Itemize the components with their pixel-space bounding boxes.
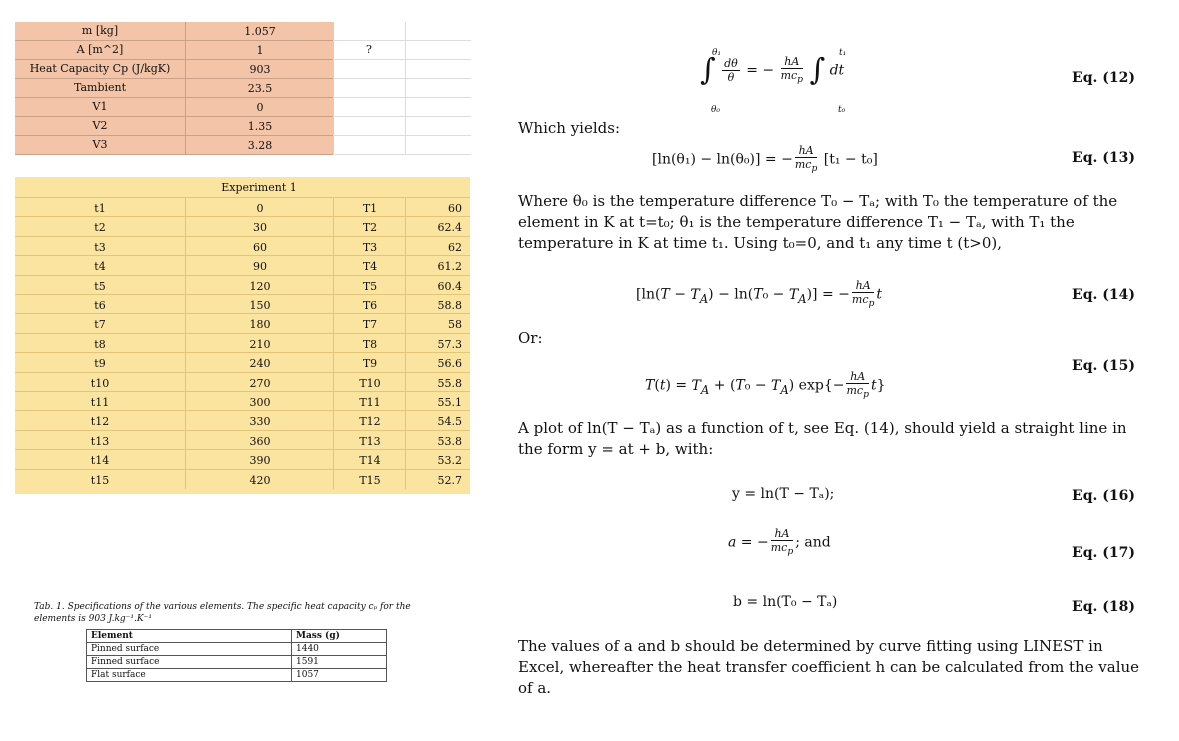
- time-value: 30: [185, 217, 334, 236]
- empty-cell: [405, 60, 471, 79]
- element-mass: 1057: [292, 669, 387, 682]
- empty-cell: [405, 41, 471, 60]
- limit-t0: t₀: [838, 105, 846, 115]
- param-value: 23.5: [185, 79, 334, 98]
- empty-cell: [405, 79, 471, 98]
- eq12-label: Eq. (12): [1072, 70, 1135, 86]
- time-value: 420: [185, 470, 334, 489]
- table-row: [15, 294, 470, 314]
- eq14-label: Eq. (14): [1072, 287, 1135, 303]
- equation-14: $[\ln(T - T_A) - \ln(T_0 - T_A)]$ = − $\frac{hA}{mc_p}$ t: [636, 279, 882, 310]
- element-name: Pinned surface: [87, 643, 292, 656]
- param-label: Heat Capacity Cp (J/kgK): [15, 60, 185, 79]
- temp-label: T1: [333, 198, 406, 217]
- time-label: t10: [90, 376, 110, 390]
- param-row: [15, 136, 470, 154]
- param-label: Tambient: [15, 79, 185, 98]
- eq17-label: Eq. (17): [1072, 545, 1135, 561]
- table-row: [15, 255, 470, 275]
- temp-value: 57.3: [405, 334, 470, 353]
- temp-value: 62: [405, 237, 470, 256]
- equation-17: a = − $\frac{hA}{mc_p}$ ; and: [728, 527, 831, 558]
- table-header-row: [87, 630, 387, 643]
- header-mass: Mass (g): [292, 630, 387, 643]
- temp-label: T7: [333, 314, 406, 333]
- time-label: t11: [90, 396, 110, 409]
- param-note: ?: [333, 41, 405, 60]
- element-mass: 1440: [292, 643, 387, 656]
- time-value: 330: [185, 411, 334, 430]
- table-row: [15, 236, 470, 256]
- equation-13: [ln(θ₁) − ln(θ₀)] = − $\frac{hA}{mc_p}$ [t₁ − t₀]: [652, 144, 878, 175]
- where-text: Where θ₀ is the temperature difference T₀ − Tₐ; with T₀ the temperature of the element in K at t=t₀; θ₁ is the temperature difference T₁ − Tₐ, with T₁ the temperature in K at time t₁. Using t₀=0, and t₁ any time t (t>0),: [518, 192, 1118, 252]
- time-value: 390: [185, 450, 334, 469]
- time-value: 300: [185, 392, 334, 411]
- table-row: [87, 643, 387, 656]
- time-value: 270: [185, 373, 334, 392]
- element-name: Finned surface: [87, 656, 292, 669]
- temp-label: T3: [333, 237, 406, 256]
- temp-value: 58: [405, 314, 470, 333]
- param-note: [333, 79, 405, 98]
- time-label: t12: [90, 415, 110, 429]
- param-row: [15, 79, 470, 97]
- param-value: 1: [185, 41, 334, 60]
- time-value: 210: [185, 334, 334, 353]
- table-row: [15, 410, 470, 430]
- time-label: t9: [94, 357, 106, 371]
- table-row: [15, 372, 470, 392]
- or-text: Or:: [518, 329, 543, 347]
- temp-label: T8: [333, 334, 406, 353]
- table-row: [15, 216, 470, 236]
- limit-theta1: θ₁: [712, 48, 722, 58]
- table-row: [15, 352, 470, 372]
- element-mass: 1591: [292, 656, 387, 669]
- param-row: [15, 60, 470, 78]
- table-row: [15, 449, 470, 469]
- temp-value: 60: [405, 198, 470, 217]
- temp-label: T14: [333, 450, 406, 469]
- eq17-and: ; and: [795, 534, 831, 551]
- equation-12: ∫ $\frac{d\theta}{\theta}$ = − $\frac{hA}{mc_p}$ ∫ dt: [700, 52, 845, 88]
- time-value: 240: [185, 353, 334, 372]
- table-row: [15, 469, 470, 489]
- table-row: [15, 391, 470, 411]
- temp-label: T2: [333, 217, 406, 236]
- table-row: [87, 656, 387, 669]
- temp-value: 53.8: [405, 431, 470, 450]
- element-name: Flat surface: [87, 669, 292, 682]
- time-label: t1: [94, 202, 106, 215]
- equation-15: $T(t) = T_A + (T_0 - T_A)$ exp{− $\frac{hA}{mc_p}$ t}: [645, 370, 886, 401]
- which-yields-text: Which yields:: [518, 119, 621, 137]
- param-value: 3.28: [185, 136, 334, 155]
- param-note: [333, 136, 405, 155]
- temp-value: 58.8: [405, 295, 470, 314]
- param-note: [333, 98, 405, 117]
- temp-value: 60.4: [405, 276, 470, 295]
- table-row: [15, 197, 470, 217]
- experiment-table: [15, 177, 470, 494]
- eq18-label: Eq. (18): [1072, 599, 1135, 615]
- temp-label: T9: [333, 353, 406, 372]
- eq16-label: Eq. (16): [1072, 488, 1135, 504]
- table-row: [87, 669, 387, 682]
- param-row: [15, 41, 470, 59]
- table-row: [15, 430, 470, 450]
- param-note: [333, 117, 405, 136]
- time-label: t14: [90, 454, 110, 468]
- temp-value: 54.5: [405, 411, 470, 430]
- temp-label: T15: [333, 470, 406, 489]
- temp-value: 62.4: [405, 217, 470, 236]
- param-value: 1.35: [185, 117, 334, 136]
- temp-value: 61.2: [405, 256, 470, 275]
- table-row: [15, 275, 470, 295]
- param-label: A [m^2]: [15, 41, 185, 60]
- time-value: 120: [185, 276, 334, 295]
- temp-label: T11: [333, 392, 406, 411]
- header-element: Element: [87, 630, 292, 643]
- param-row: [15, 98, 470, 116]
- table-caption: Tab. 1. Specifications of the various elements. The specific heat capacity cₚ for the elements is 903 J.kg⁻¹.K⁻¹: [34, 602, 411, 624]
- param-label: V2: [15, 117, 185, 136]
- equation-18: b = ln(T₀ − Tₐ): [733, 594, 838, 610]
- param-value: 1.057: [185, 22, 334, 41]
- param-note: [333, 22, 405, 41]
- time-label: t6: [94, 299, 106, 312]
- param-note: [333, 60, 405, 79]
- time-value: 150: [185, 295, 334, 314]
- empty-cell: [405, 22, 471, 41]
- temp-label: T5: [333, 276, 406, 295]
- plot-text: A plot of ln(T − Tₐ) as a function of t, see Eq. (14), should yield a straight line in the form y = at + b, with:: [518, 419, 1127, 458]
- time-label: t15: [90, 473, 110, 487]
- values-text: The values of a and b should be determined by curve fitting using LINEST in Excel, whereafter the heat transfer coefficient h can be calculated from the value of a.: [518, 637, 1140, 697]
- time-label: t13: [90, 434, 110, 448]
- time-label: t2: [94, 221, 106, 235]
- table-row: [15, 333, 470, 353]
- temp-label: T6: [333, 295, 406, 314]
- param-value: 903: [185, 60, 334, 79]
- time-label: t5: [94, 279, 106, 293]
- limit-t1: t₁: [839, 48, 847, 58]
- table-row: [15, 313, 470, 333]
- empty-cell: [405, 117, 471, 136]
- temp-label: T12: [333, 411, 406, 430]
- time-label: t8: [94, 337, 106, 351]
- temp-value: 56.6: [405, 353, 470, 372]
- eq15-label: Eq. (15): [1072, 358, 1135, 374]
- empty-cell: [405, 98, 471, 117]
- time-value: 180: [185, 314, 334, 333]
- time-value: 360: [185, 431, 334, 450]
- param-label: V3: [15, 136, 185, 155]
- time-value: 60: [185, 237, 334, 256]
- param-label: V1: [15, 98, 185, 117]
- mass-table: [86, 629, 387, 682]
- time-label: t3: [94, 240, 106, 254]
- param-label: m [kg]: [15, 22, 185, 41]
- empty-cell: [405, 136, 471, 155]
- eq13-label: Eq. (13): [1072, 150, 1135, 166]
- time-value: 0: [185, 198, 334, 217]
- time-value: 90: [185, 256, 334, 275]
- param-value: 0: [185, 98, 334, 117]
- limit-theta0: θ₀: [711, 105, 721, 115]
- param-row: [15, 117, 470, 135]
- temp-label: T10: [333, 373, 406, 392]
- temp-value: 52.7: [405, 470, 470, 489]
- temp-value: 55.1: [405, 392, 470, 411]
- temp-label: T4: [333, 256, 406, 275]
- temp-value: 53.2: [405, 450, 470, 469]
- time-label: t7: [94, 318, 106, 332]
- experiment-title: Experiment 1: [221, 181, 297, 194]
- temp-value: 55.8: [405, 373, 470, 392]
- time-label: t4: [94, 260, 106, 274]
- param-row: [15, 22, 470, 40]
- temp-label: T13: [333, 431, 406, 450]
- equation-16: y = ln(T − Tₐ);: [732, 486, 835, 502]
